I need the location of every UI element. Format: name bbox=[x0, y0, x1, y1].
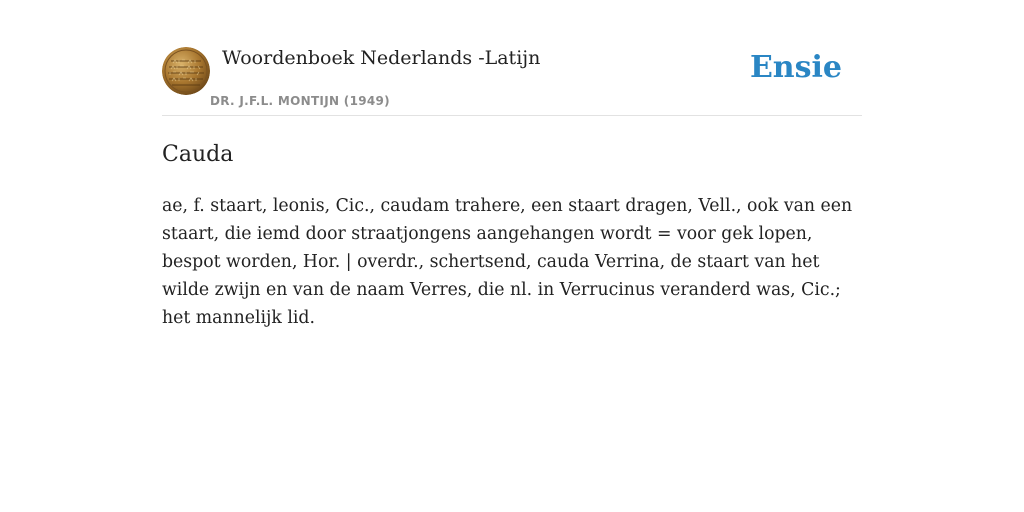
content-container bbox=[162, 0, 862, 328]
book-title[interactable]: Woordenboek Nederlands -Latijn bbox=[222, 47, 541, 69]
book-author: DR. J.F.L. MONTIJN (1949) bbox=[210, 94, 390, 108]
coin-icon[interactable] bbox=[162, 47, 210, 95]
ensie-logo[interactable]: Ensie bbox=[749, 50, 842, 85]
entry-title: Cauda bbox=[162, 142, 234, 167]
entry-definition: ae, f. staart, leonis, Cic., caudam trahere, een staart dragen, Vell., ook van een staart, die iemd door straatjongens aangehangen wordt = voor gek lopen, bespot worden, Hor. | overdr., schertsend, cauda Verrina, de staart van het wilde zwijn en van de naam Verres, die nl. in Verrucinus veranderd was, Cic.; het mannelijk lid. bbox=[162, 196, 853, 328]
book-header bbox=[162, 0, 862, 116]
